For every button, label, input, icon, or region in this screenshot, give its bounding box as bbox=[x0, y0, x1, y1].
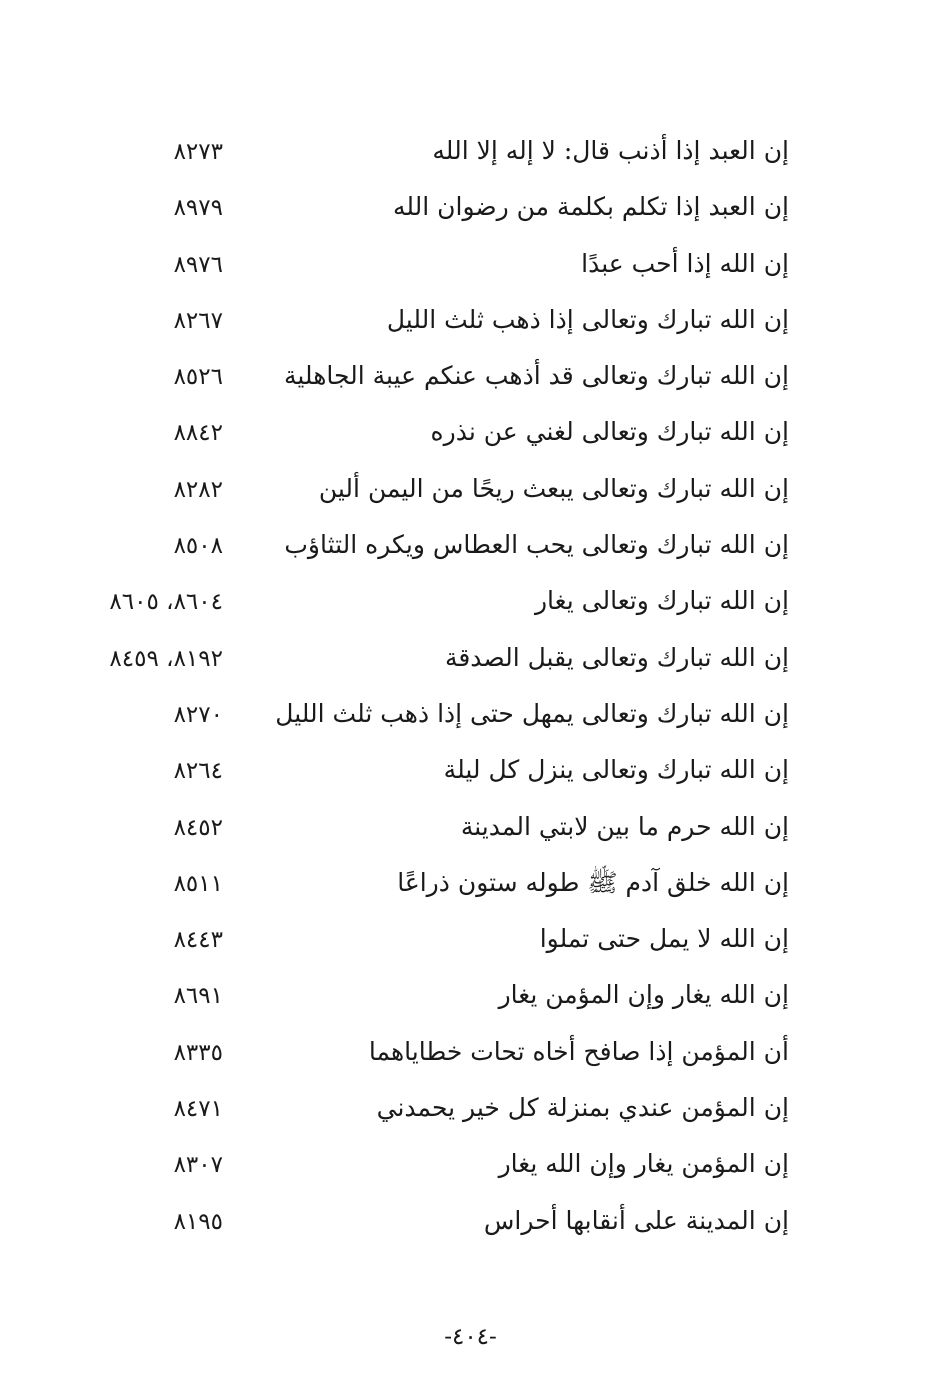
index-entry bbox=[0, 181, 941, 237]
index-entry bbox=[0, 969, 941, 1025]
hadith-incipit: إن المؤمن يغار وإن الله يغار bbox=[498, 1149, 789, 1179]
page-number: -٤٠٤- bbox=[444, 1324, 497, 1350]
hadith-reference-numbers: ٨٥٢٦ bbox=[173, 364, 223, 391]
hadith-reference-numbers: ٨٢٧٠ bbox=[173, 701, 223, 728]
hadith-incipit: إن الله تبارك وتعالى يحب العطاس ويكره التثاؤب bbox=[284, 530, 789, 560]
hadith-reference-numbers: ٨٦٩١ bbox=[173, 983, 223, 1010]
hadith-reference-numbers: ٨٢٨٢ bbox=[173, 476, 223, 503]
hadith-incipit: إن الله خلق آدم ﷺ طوله ستون ذراعًا bbox=[397, 867, 789, 897]
index-entry bbox=[0, 463, 941, 519]
index-entry bbox=[0, 632, 941, 688]
hadith-incipit: إن الله تبارك وتعالى يغار bbox=[534, 586, 789, 616]
index-entry bbox=[0, 801, 941, 857]
hadith-reference-numbers: ٨٥١١ bbox=[173, 870, 223, 897]
index-entry bbox=[0, 350, 941, 406]
index-entry bbox=[0, 1138, 941, 1194]
hadith-reference-numbers: ٨٢٧٣ bbox=[173, 139, 223, 165]
index-entry bbox=[0, 913, 941, 969]
index-entry bbox=[0, 575, 941, 631]
hadith-incipit: إن الله يغار وإن المؤمن يغار bbox=[498, 980, 789, 1010]
hadith-incipit: إن المدينة على أنقابها أحراس bbox=[483, 1205, 789, 1235]
index-entry bbox=[0, 238, 941, 294]
hadith-incipit: إن الله تبارك وتعالى يقبل الصدقة bbox=[444, 642, 789, 672]
hadith-incipit: إن الله تبارك وتعالى ينزل كل ليلة bbox=[443, 755, 789, 785]
index-entry bbox=[0, 125, 941, 181]
hadith-reference-numbers: ٨١٩٢، ٨٤٥٩ bbox=[109, 645, 223, 672]
hadith-incipit: إن العبد إذا أذنب قال: لا إله إلا الله bbox=[432, 136, 789, 165]
hadith-incipit: إن الله تبارك وتعالى لغني عن نذره bbox=[430, 417, 789, 447]
hadith-reference-numbers: ٨٥٠٨ bbox=[173, 533, 223, 560]
hadith-incipit: إن الله تبارك وتعالى قد أذهب عنكم عيبة الجاهلية bbox=[283, 361, 789, 391]
hadith-reference-numbers: ٨٩٧٦ bbox=[173, 251, 223, 278]
hadith-reference-numbers: ٨٢٦٧ bbox=[173, 307, 223, 334]
hadith-incipit: أن المؤمن إذا صافح أخاه تحات خطاياهما bbox=[368, 1036, 789, 1066]
hadith-incipit: إن الله حرم ما بين لابتي المدينة bbox=[460, 811, 789, 841]
index-entry bbox=[0, 519, 941, 575]
hadith-incipit: إن الله إذا أحب عبدًا bbox=[581, 248, 789, 278]
hadith-reference-numbers: ٨٦٠٤، ٨٦٠٥ bbox=[109, 589, 223, 616]
index-entry bbox=[0, 1082, 941, 1138]
index-entry bbox=[0, 688, 941, 744]
hadith-reference-numbers: ٨٤٥٢ bbox=[173, 814, 223, 841]
index-entry bbox=[0, 406, 941, 462]
hadith-incipit: إن المؤمن عندي بمنزلة كل خير يحمدني bbox=[376, 1093, 789, 1123]
index-entry bbox=[0, 294, 941, 350]
hadith-reference-numbers: ٨٣٣٥ bbox=[173, 1039, 223, 1066]
hadith-incipit: إن الله تبارك وتعالى يمهل حتى إذا ذهب ثلث الليل bbox=[275, 698, 789, 728]
hadith-incipit: إن الله تبارك وتعالى إذا ذهب ثلث الليل bbox=[386, 304, 789, 334]
hadith-incipit: إن الله لا يمل حتى تملوا bbox=[539, 924, 789, 954]
hadith-incipit: إن الله تبارك وتعالى يبعث ريحًا من اليمن ألين bbox=[318, 473, 789, 503]
index-entry bbox=[0, 1195, 941, 1251]
hadith-reference-numbers: ٨٩٧٩ bbox=[173, 195, 223, 222]
hadith-index-list bbox=[0, 125, 941, 1251]
hadith-reference-numbers: ٨٤٤٣ bbox=[173, 927, 223, 954]
hadith-reference-numbers: ٨٤٧١ bbox=[173, 1096, 223, 1123]
index-entry bbox=[0, 1026, 941, 1082]
hadith-reference-numbers: ٨٣٠٧ bbox=[173, 1152, 223, 1179]
hadith-reference-numbers: ٨٨٤٢ bbox=[173, 420, 223, 447]
index-entry bbox=[0, 857, 941, 913]
hadith-reference-numbers: ٨٢٦٤ bbox=[173, 758, 223, 785]
hadith-incipit: إن العبد إذا تكلم بكلمة من رضوان الله bbox=[392, 192, 789, 222]
hadith-reference-numbers: ٨١٩٥ bbox=[173, 1208, 223, 1235]
index-entry bbox=[0, 744, 941, 800]
